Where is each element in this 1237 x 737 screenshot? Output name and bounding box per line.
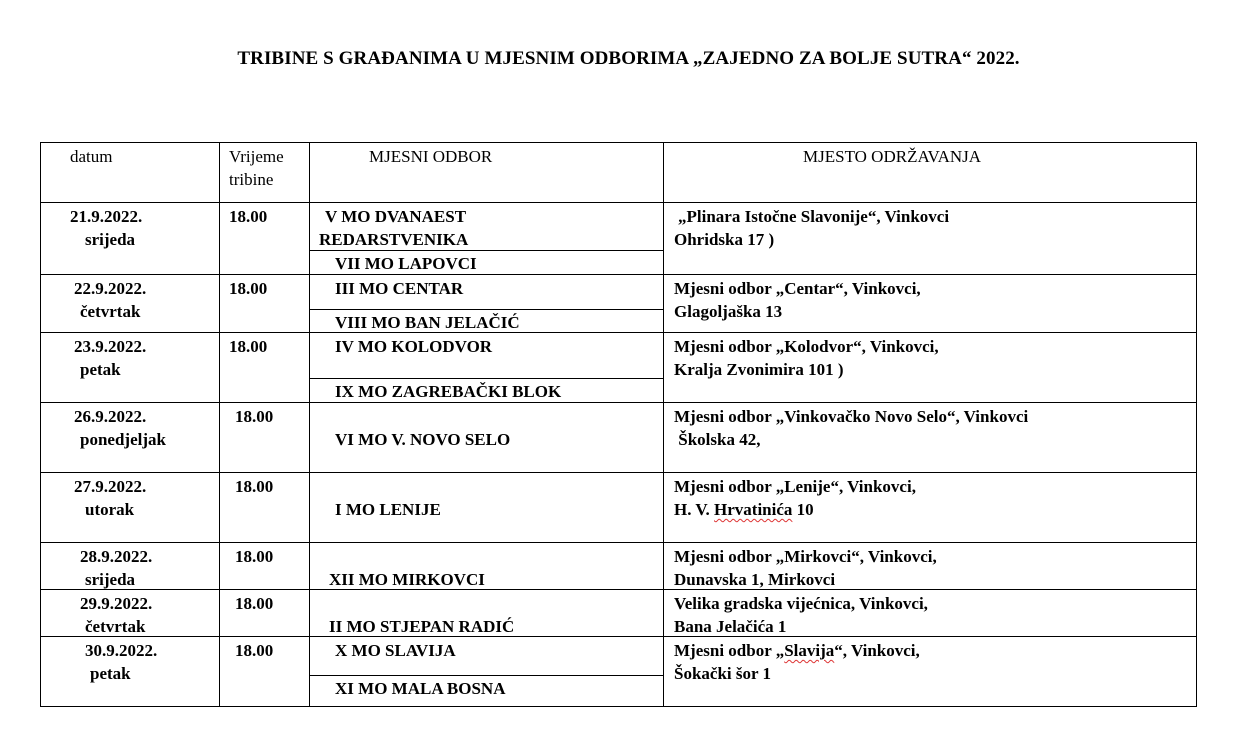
row-address: Bana Jelačića 1 <box>674 617 787 636</box>
row-odbor: XII MO MIRKOVCI <box>329 570 485 589</box>
row-divider <box>41 589 1196 590</box>
row-address: Ohridska 17 ) <box>674 230 775 249</box>
row-divider <box>41 202 1196 203</box>
subrow-divider <box>309 309 663 310</box>
place-suffix: “, Vinkovci, <box>834 641 920 660</box>
row-day: ponedjeljak <box>80 430 166 449</box>
schedule-table <box>40 142 1197 707</box>
row-place: Velika gradska vijećnica, Vinkovci, <box>674 594 928 613</box>
spellcheck-word: Slavija <box>784 641 835 660</box>
address-prefix: H. V. <box>674 500 715 519</box>
row-date: 22.9.2022. <box>74 279 147 298</box>
row-divider <box>41 636 1196 637</box>
row-odbor: II MO STJEPAN RADIĆ <box>329 617 515 636</box>
row-place <box>674 639 920 662</box>
row-day: petak <box>80 360 121 379</box>
row-odbor: X MO SLAVIJA <box>335 641 456 660</box>
row-time: 18.00 <box>235 641 274 660</box>
row-address: Šokački šor 1 <box>674 664 771 683</box>
row-divider <box>41 332 1196 333</box>
row-place: Mjesni odbor „Kolodvor“, Vinkovci, <box>674 337 939 356</box>
row-time: 18.00 <box>229 279 268 298</box>
row-date: 29.9.2022. <box>80 594 153 613</box>
row-divider <box>41 472 1196 473</box>
row-address: Kralja Zvonimira 101 ) <box>674 360 844 379</box>
header-tribine: tribine <box>229 170 274 189</box>
row-odbor: VIII MO BAN JELAČIĆ <box>335 313 520 332</box>
row-place: Mjesni odbor „Vinkovačko Novo Selo“, Vinkovci <box>674 407 1029 426</box>
row-odbor: VII MO LAPOVCI <box>335 254 477 273</box>
row-date: 21.9.2022. <box>70 207 143 226</box>
row-time: 18.00 <box>229 207 268 226</box>
row-divider <box>41 542 1196 543</box>
row-odbor: REDARSTVENIKA <box>319 230 469 249</box>
row-address: Školska 42, <box>674 430 761 449</box>
row-place: „Plinara Istočne Slavonije“, Vinkovci <box>678 207 950 226</box>
row-date: 28.9.2022. <box>80 547 153 566</box>
row-odbor: IX MO ZAGREBAČKI BLOK <box>335 382 562 401</box>
header-datum: datum <box>70 147 113 166</box>
page-title: TRIBINE S GRAĐANIMA U MJESNIM ODBORIMA „ZAJEDNO ZA BOLJE SUTRA“ 2022. <box>237 48 1020 69</box>
row-day: četvrtak <box>80 302 141 321</box>
row-date: 26.9.2022. <box>74 407 147 426</box>
row-odbor: XI MO MALA BOSNA <box>335 679 506 698</box>
row-day: utorak <box>85 500 135 519</box>
col-divider <box>309 143 310 706</box>
row-date: 27.9.2022. <box>74 477 147 496</box>
row-divider <box>41 274 1196 275</box>
place-prefix: Mjesni odbor „ <box>674 641 785 660</box>
subrow-divider <box>309 378 663 379</box>
row-odbor: III MO CENTAR <box>335 279 464 298</box>
row-place: Mjesni odbor „Lenije“, Vinkovci, <box>674 477 916 496</box>
row-address: Dunavska 1, Mirkovci <box>674 570 836 589</box>
row-odbor: IV MO KOLODVOR <box>335 337 493 356</box>
header-mjesni-odbor: MJESNI ODBOR <box>369 147 493 166</box>
row-time: 18.00 <box>235 477 274 496</box>
row-address: Glagoljaška 13 <box>674 302 783 321</box>
row-address <box>674 498 814 521</box>
row-day: četvrtak <box>85 617 146 636</box>
subrow-divider <box>309 675 663 676</box>
spellcheck-word: Hrvatinića <box>714 500 793 519</box>
row-time: 18.00 <box>235 594 274 613</box>
row-odbor: I MO LENIJE <box>335 500 441 519</box>
row-time: 18.00 <box>235 407 274 426</box>
header-mjesto: MJESTO ODRŽAVANJA <box>803 147 982 166</box>
row-day: srijeda <box>85 570 136 589</box>
row-odbor: V MO DVANAEST <box>325 207 467 226</box>
row-date: 23.9.2022. <box>74 337 147 356</box>
row-place: Mjesni odbor „Centar“, Vinkovci, <box>674 279 921 298</box>
col-divider <box>663 143 664 706</box>
address-suffix: 10 <box>792 500 814 519</box>
row-date: 30.9.2022. <box>85 641 158 660</box>
row-day: srijeda <box>85 230 136 249</box>
row-odbor: VI MO V. NOVO SELO <box>335 430 511 449</box>
col-divider <box>219 143 220 706</box>
row-day: petak <box>90 664 131 683</box>
row-time: 18.00 <box>229 337 268 356</box>
row-place: Mjesni odbor „Mirkovci“, Vinkovci, <box>674 547 937 566</box>
row-time: 18.00 <box>235 547 274 566</box>
row-divider <box>41 402 1196 403</box>
header-vrijeme: Vrijeme <box>229 147 284 166</box>
